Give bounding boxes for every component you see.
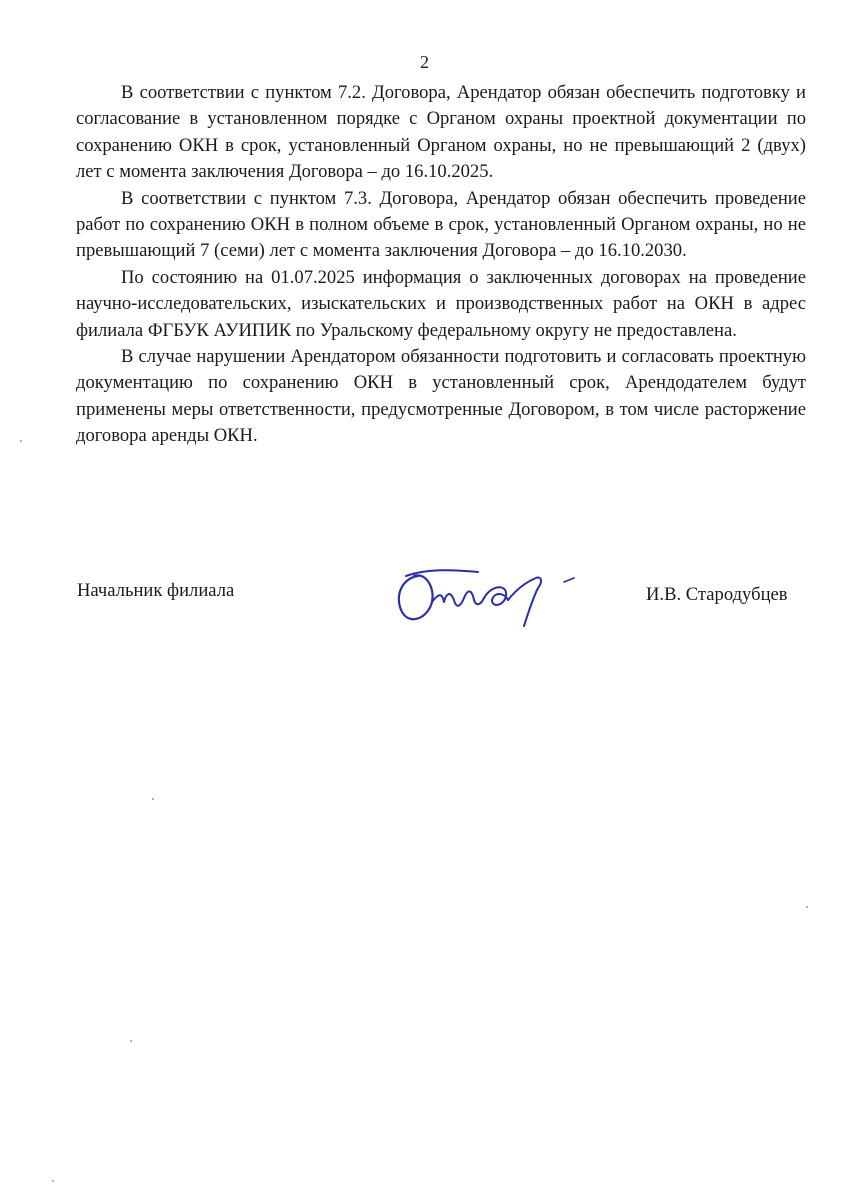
letter-body [76, 80, 806, 450]
paragraph-status: По состоянию на 01.07.2025 информация о заключенных договорах на проведение научно-исследовательских, изыскательских и производственных работ на ОКН в адрес филиала ФГБУК АУИПИК по Уральскому федеральному округу не предоставлена. [76, 266, 806, 341]
handwritten-signature [388, 556, 588, 636]
paragraph-liability: В случае нарушении Арендатором обязанности подготовить и согласовать проектную документацию по сохранению ОКН в установленный срок, Арендодателем будут применены меры ответственности, предусмотренные Договором, в том числе расторжение договора аренды ОКН. [76, 346, 806, 447]
page-number: 2 [420, 52, 429, 72]
scan-speck [806, 906, 808, 908]
scan-speck [20, 440, 22, 442]
paragraph-clause-7-3: В соответствии с пунктом 7.3. Договора, Арендатор обязан обеспечить проведение работ по сохранению ОКН в полном объеме в срок, установленный Органом охраны, но не превышающий 7 (семи) лет с момента заключения Договора – до 16.10.2030. [76, 187, 806, 262]
scan-speck [152, 798, 154, 800]
scan-speck [52, 1180, 54, 1182]
signatory-position: Начальник филиала [77, 580, 235, 601]
scan-speck [130, 1040, 132, 1042]
paragraph-clause-7-2: В соответствии с пунктом 7.2. Договора, Арендатор обязан обеспечить подготовку и согласование в установленном порядке с Органом охраны проектной документации по сохранению ОКН в срок, установленный Органом охраны, но не превышающий 2 (двух) лет с момента заключения Договора – до 16.10.2025. [76, 82, 806, 183]
signatory-name: И.В. Стародубцев [646, 584, 788, 605]
